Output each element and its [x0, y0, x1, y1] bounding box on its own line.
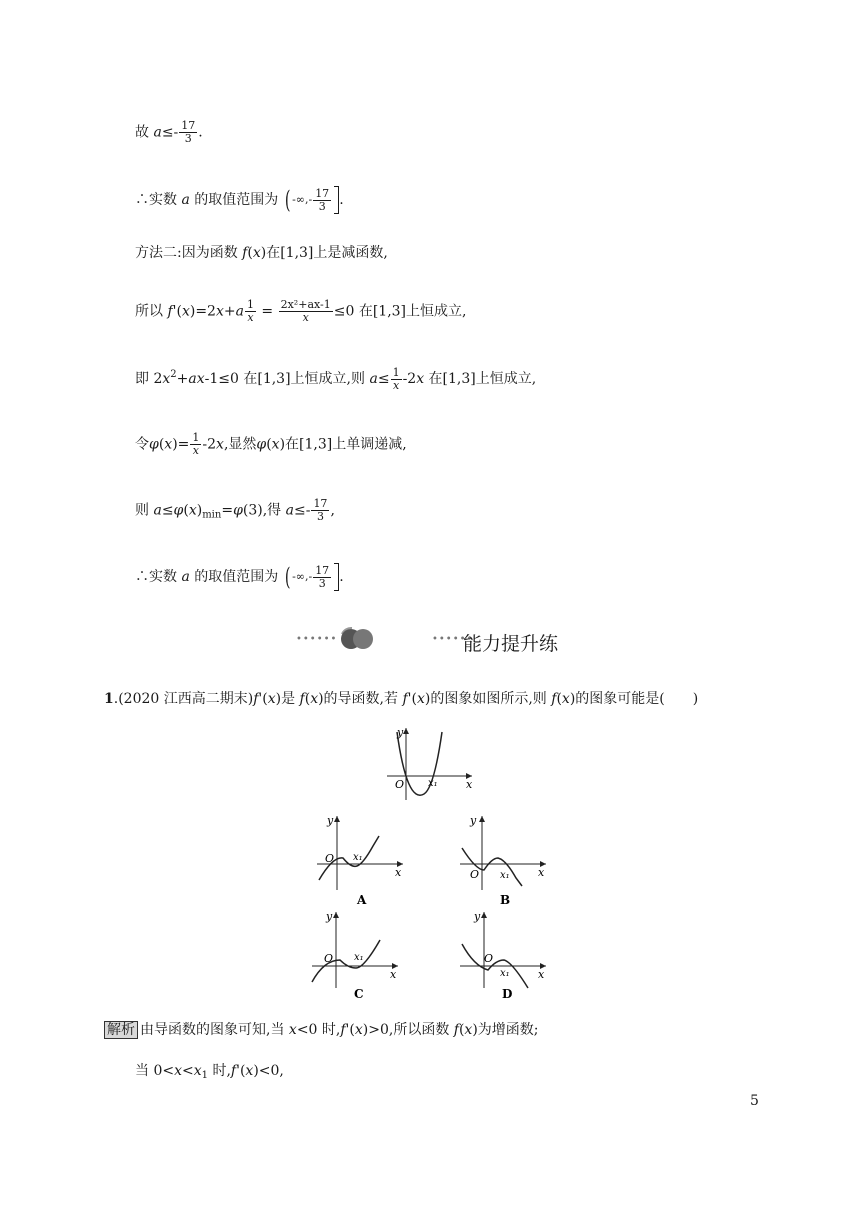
denominator: 3 [316, 510, 324, 523]
text: ( [266, 436, 272, 453]
var-phi: φ [233, 502, 243, 519]
denominator: 3 [318, 199, 326, 213]
denominator: 3 [318, 576, 326, 590]
var-x: x [416, 691, 425, 707]
numerator: 17 [313, 497, 328, 510]
text: ≤ [377, 371, 390, 387]
var-x: x [310, 691, 319, 707]
var-x: x [267, 691, 276, 707]
x-axis-label: x [538, 968, 545, 981]
text: -2 [402, 371, 417, 387]
var-a: a [188, 371, 197, 387]
y-axis-label: y [474, 910, 481, 923]
var-x: x [271, 436, 280, 453]
x1-label: x₁ [354, 952, 364, 963]
solution-line-1 [104, 1021, 539, 1039]
numerator: 17 [315, 563, 330, 577]
dots-right: •••••• [432, 634, 474, 645]
text: ( [411, 691, 417, 707]
dots-left: •••••• [296, 634, 338, 645]
x-axis-label: x [390, 968, 397, 981]
option-d-label: D [502, 987, 513, 1001]
var-x: x [245, 1063, 254, 1079]
text: ( [176, 303, 182, 320]
origin-label: O [325, 852, 335, 865]
text: ( [158, 436, 165, 453]
numerator: 1 [246, 298, 254, 311]
var-x: x [215, 303, 224, 320]
option-a-graph [315, 812, 415, 907]
page-number: 5 [750, 1093, 759, 1109]
option-c-graph [310, 906, 410, 1001]
var-x: x [193, 1063, 202, 1079]
var-fp: f' [402, 691, 412, 707]
text: + [223, 303, 236, 320]
y-axis-label: y [326, 910, 333, 923]
origin-label: O [484, 952, 494, 965]
text: 的取值范围为 [189, 569, 279, 585]
text: )<0, [253, 1063, 284, 1079]
double-circle-icon [332, 624, 382, 654]
var-a: a [369, 371, 378, 387]
denominator: x [392, 378, 400, 392]
text: ≤0 在[1,3]上恒成立, [333, 303, 467, 320]
text: ≤- [293, 502, 311, 519]
fraction [313, 565, 331, 590]
fraction [190, 432, 201, 457]
text: 令 [135, 436, 149, 453]
solution-tag: 解析 [104, 1021, 138, 1039]
text: , [330, 502, 335, 519]
fraction [311, 498, 329, 523]
var-fp: f' [340, 1022, 350, 1038]
fraction [179, 120, 197, 145]
solution-line-2 [135, 1062, 284, 1085]
text: ( [239, 1063, 246, 1079]
text-line-3 [135, 244, 388, 262]
var-a: a [153, 502, 162, 519]
var-x: x [252, 245, 261, 261]
fraction [279, 299, 333, 324]
interval-left: -∞,- [292, 570, 313, 583]
var-phi: φ [149, 436, 159, 453]
text: (3),得 [242, 502, 286, 519]
origin-label: O [395, 778, 405, 791]
text: )的图象可能是( ) [569, 691, 699, 707]
text: .(2020 江西高二期末) [113, 691, 254, 707]
var-phi: φ [256, 436, 267, 453]
numerator: 2x²+ax-1 [280, 298, 331, 311]
x-axis-label: x [395, 866, 402, 879]
text: ( [262, 691, 268, 707]
fraction [391, 367, 402, 392]
interval [283, 186, 339, 214]
text-line-4 [135, 299, 466, 324]
var-a: a [153, 124, 162, 141]
superscript: 2 [170, 369, 177, 380]
text: 的取值范围为 [189, 192, 279, 208]
text: )的导函数,若 [318, 691, 403, 707]
var-f: f [242, 245, 248, 261]
text: ≤ [161, 502, 174, 519]
text: ≤- [161, 124, 179, 141]
text: )是 [275, 691, 300, 707]
var-a: a [181, 192, 190, 208]
option-d-graph [458, 906, 558, 1001]
option-a-label: A [357, 893, 367, 907]
text: ( [556, 691, 562, 707]
question-1 [104, 688, 698, 708]
text: )>0,所以函数 [362, 1022, 454, 1038]
numerator: 1 [392, 365, 400, 379]
var-fp: f' [167, 303, 177, 320]
origin-label: O [324, 952, 334, 965]
numerator: 17 [315, 186, 330, 200]
var-x: x [174, 1063, 182, 1079]
text: + [176, 371, 189, 387]
var-fp: f' [230, 1063, 240, 1079]
text: . [198, 124, 203, 141]
subscript: 1 [201, 1070, 209, 1081]
text: ,显然 [223, 436, 257, 453]
denominator: x [302, 311, 309, 324]
var-f: f [453, 1022, 459, 1038]
text: ∴实数 [135, 192, 182, 208]
text: ∴实数 [135, 569, 182, 585]
left-paren: ( [284, 186, 291, 214]
text-line-6 [135, 432, 407, 457]
denominator: x [247, 311, 254, 324]
denominator: 3 [184, 132, 192, 145]
text: 故 [135, 124, 154, 141]
text: )=2 [189, 303, 216, 320]
option-b-graph [458, 812, 558, 907]
text: = [221, 502, 234, 519]
var-fp: f' [253, 691, 263, 707]
text: )的图象如图所示,则 [424, 691, 552, 707]
text: 所以 [135, 303, 168, 320]
x1-label: x₁ [428, 778, 438, 789]
x1-label: x₁ [500, 870, 510, 881]
question-number: 1 [104, 691, 114, 707]
text: 方法二:因为函数 [135, 245, 243, 261]
fraction [313, 188, 331, 213]
text: ) [196, 502, 203, 519]
text: 由导函数的图象可知,当 [140, 1022, 289, 1038]
numerator: 1 [192, 431, 200, 444]
var-a: a [235, 303, 244, 320]
text: )在[1,3]上是减函数, [260, 245, 388, 261]
text: )= [172, 436, 190, 453]
text: . [339, 192, 344, 208]
x1-label: x₁ [353, 852, 363, 863]
text-line-5 [135, 366, 536, 392]
text: -2 [202, 436, 217, 453]
var-x: x [354, 1022, 363, 1038]
var-f: f [551, 691, 557, 707]
section-title: 能力提升练 [463, 633, 559, 655]
text: . [339, 569, 344, 585]
y-axis-label: y [397, 726, 404, 739]
text-line-8 [135, 563, 344, 591]
var-phi: φ [173, 502, 184, 519]
text: 当 0< [135, 1063, 175, 1079]
y-axis-label: y [470, 814, 477, 827]
y-axis-label: y [327, 814, 334, 827]
denominator: x [192, 444, 199, 457]
var-x: x [464, 1022, 473, 1038]
text: = [256, 303, 278, 320]
option-c-label: C [354, 987, 364, 1001]
text: 时, [208, 1063, 231, 1079]
text-line-1 [135, 120, 203, 145]
var-x: x [196, 371, 205, 387]
left-paren: ( [284, 563, 291, 591]
subscript: min [202, 509, 222, 521]
var-x: x [416, 371, 425, 387]
x-axis-label: x [466, 778, 473, 791]
fraction [245, 299, 256, 324]
text: ( [349, 1022, 355, 1038]
derivative-graph [382, 724, 482, 804]
text: ( [247, 245, 253, 261]
origin-label: O [470, 868, 480, 881]
var-x: x [164, 436, 173, 453]
x1-label: x₁ [500, 968, 510, 979]
text: < [182, 1063, 194, 1079]
var-x: x [288, 1022, 297, 1038]
text: )为增函数; [472, 1022, 539, 1038]
var-x: x [188, 502, 197, 519]
var-x: x [216, 436, 224, 453]
interval [283, 563, 339, 591]
text: -1≤0 在[1,3]上恒成立,则 [204, 371, 370, 387]
var-x: x [162, 371, 171, 387]
text: )在[1,3]上单调递减, [279, 436, 407, 453]
text: <0 时, [296, 1022, 341, 1038]
text-line-2 [135, 186, 344, 214]
text-line-7 [135, 498, 335, 525]
text: 在[1,3]上恒成立, [424, 371, 537, 387]
x-axis-label: x [538, 866, 545, 879]
interval-left: -∞,- [292, 193, 313, 206]
var-f: f [299, 691, 305, 707]
var-x: x [181, 303, 190, 320]
var-a: a [285, 502, 294, 519]
var-a: a [181, 569, 190, 585]
text: ( [304, 691, 311, 707]
text: 则 [135, 502, 154, 519]
text: 即 2 [135, 371, 163, 387]
text: ( [183, 502, 189, 519]
numerator: 17 [181, 119, 196, 132]
var-x: x [561, 691, 570, 707]
text: ( [458, 1022, 465, 1038]
option-b-label: B [500, 893, 511, 907]
section-header [296, 622, 586, 658]
